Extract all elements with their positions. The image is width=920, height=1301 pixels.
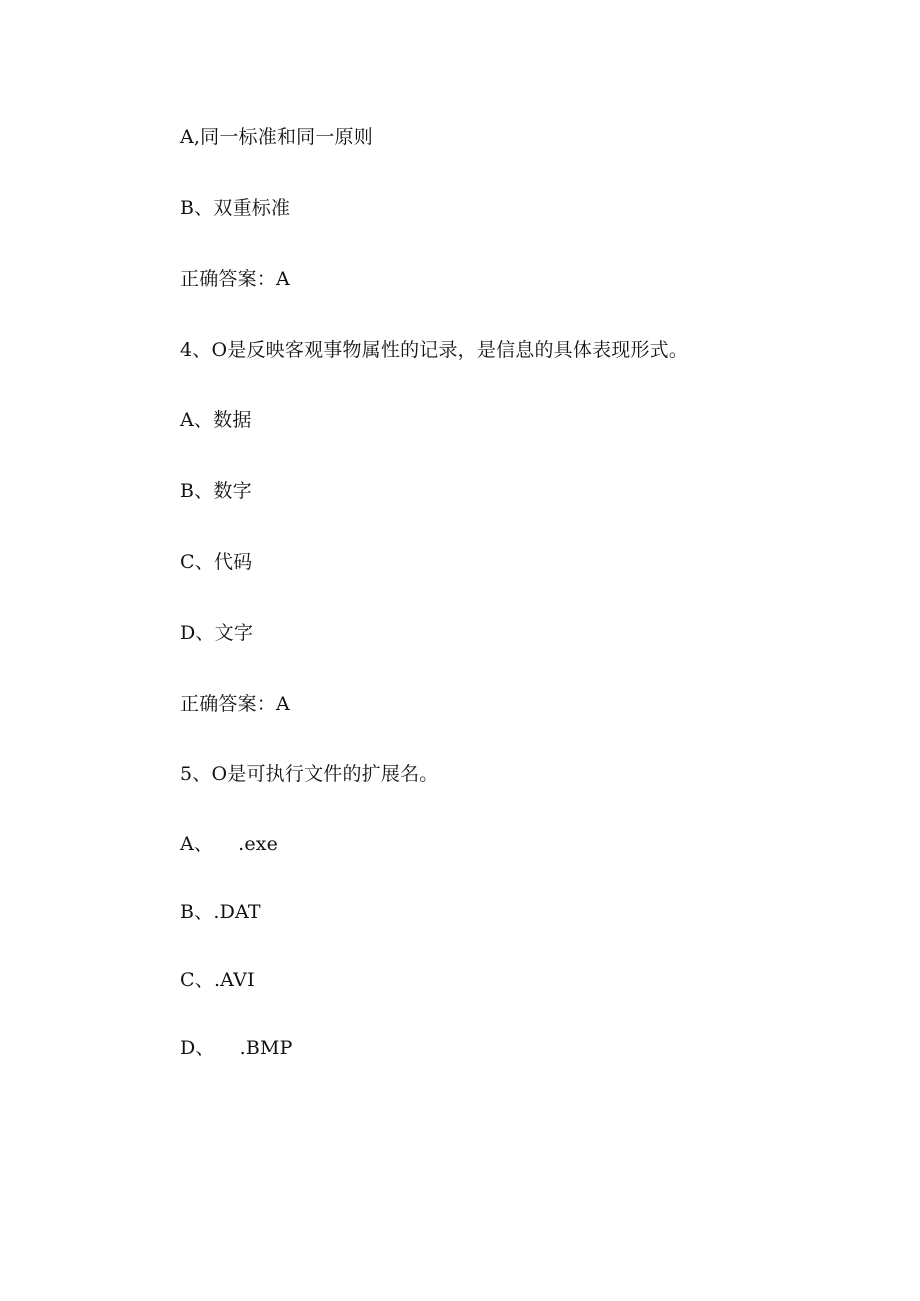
- option-d-q4: D、文字: [180, 622, 254, 644]
- option-b-q5: B、.DAT: [180, 901, 261, 923]
- option-c-q5: C、.AVI: [180, 969, 255, 991]
- option-a-q4: A、数据: [180, 409, 252, 431]
- question-4: 4、O是反映客观事物属性的记录，是信息的具体表现形式。: [180, 339, 689, 361]
- option-a-q5: A、 .exe: [180, 833, 279, 855]
- answer-q4: 正确答案：A: [180, 693, 290, 715]
- option-b-q4: B、数字: [180, 480, 252, 502]
- option-a-q3: A,同一标准和同一原则: [180, 126, 373, 148]
- option-b-q3: B、双重标准: [180, 197, 291, 219]
- answer-q3: 正确答案：A: [180, 268, 290, 290]
- option-c-q4: C、代码: [180, 551, 253, 573]
- option-d-q5: D、 .BMP: [180, 1037, 293, 1059]
- question-5: 5、O是可执行文件的扩展名。: [180, 763, 439, 785]
